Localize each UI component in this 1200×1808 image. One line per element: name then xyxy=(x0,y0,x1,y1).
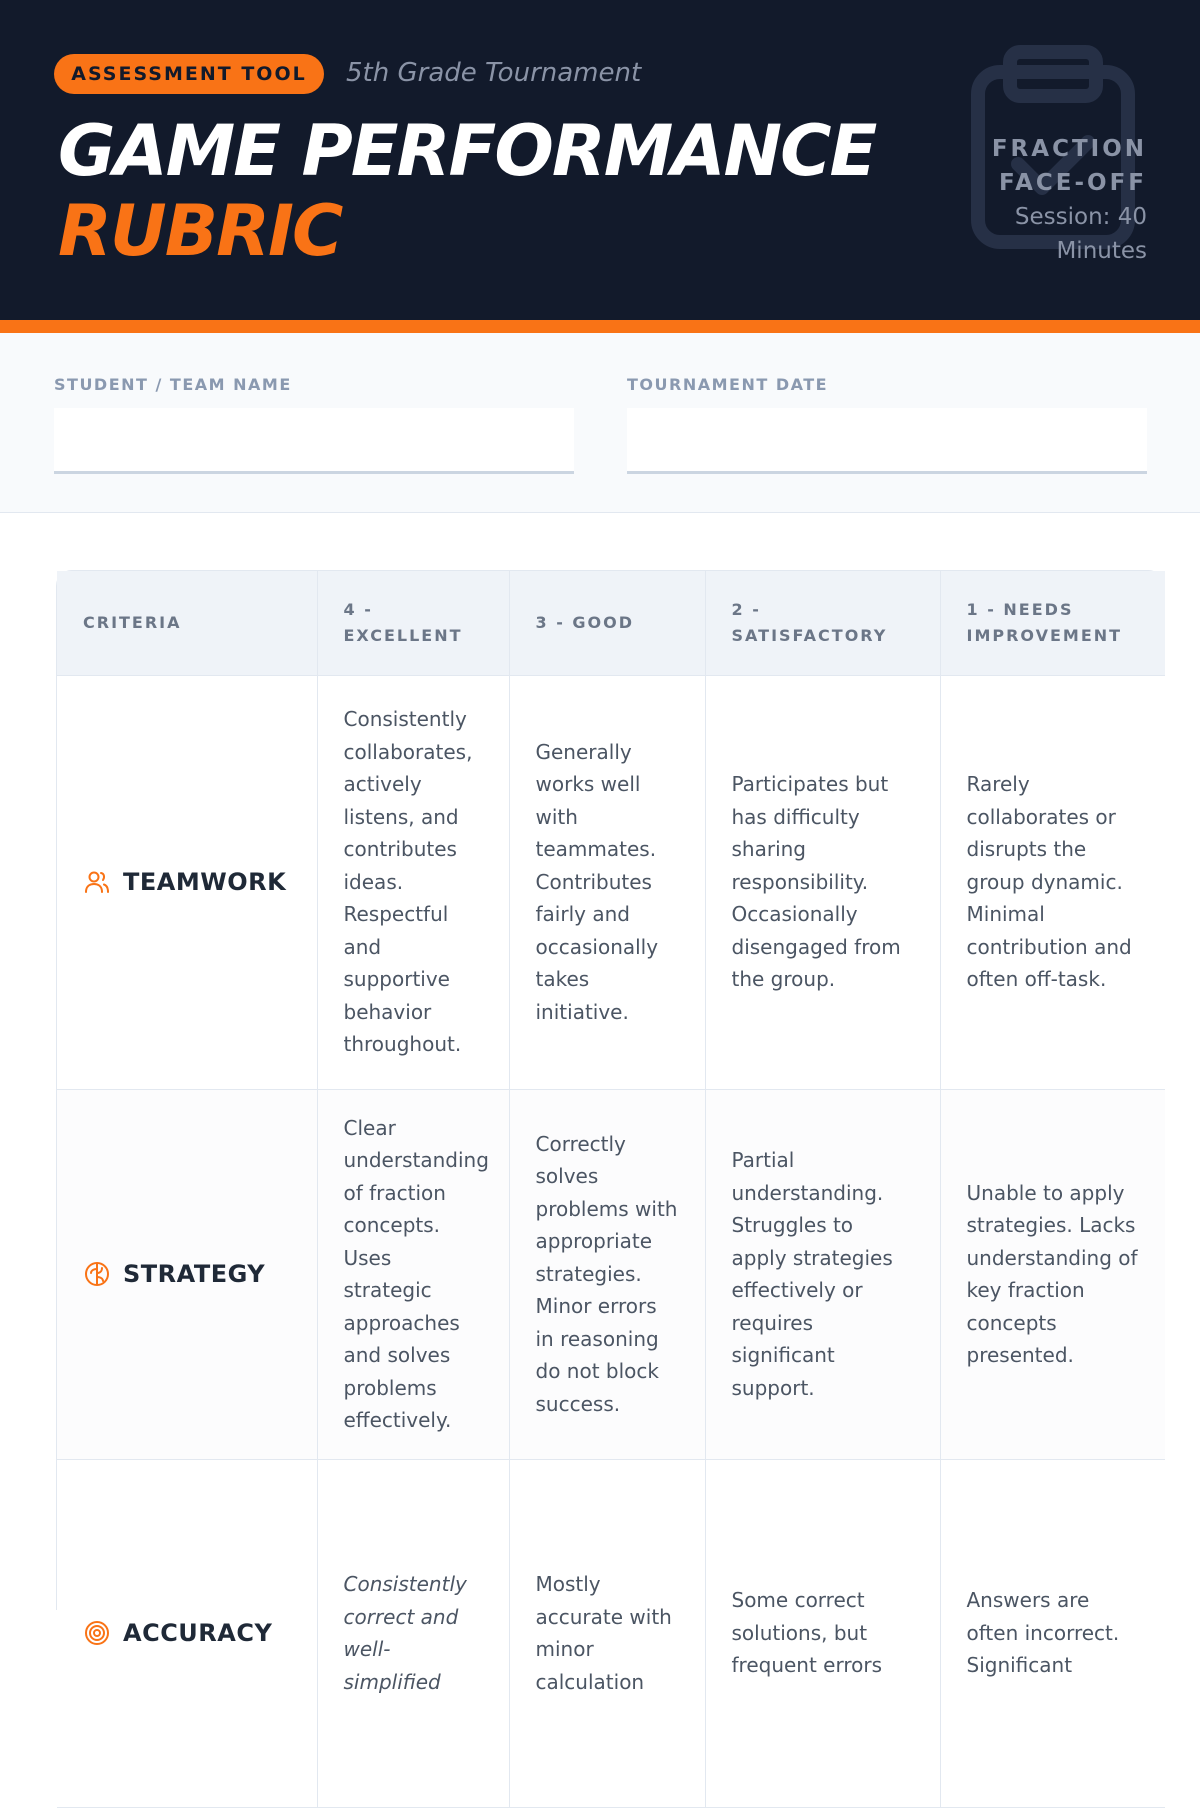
tournament-date-input[interactable] xyxy=(627,408,1147,474)
criterion-cell xyxy=(57,675,317,1089)
criterion-label: ACCURACY xyxy=(123,1618,273,1647)
criterion-cell xyxy=(57,1089,317,1459)
column-header-excellent: 4 - EXCELLENT xyxy=(317,571,509,675)
name-field-label: STUDENT / TEAM NAME xyxy=(54,375,292,394)
page-title-accent: RUBRIC xyxy=(58,190,342,272)
student-team-name-input[interactable] xyxy=(54,408,574,474)
brain-icon xyxy=(83,1260,111,1288)
table-row xyxy=(57,1089,1165,1459)
game-name-line-1: FRACTION xyxy=(991,136,1147,162)
target-icon xyxy=(83,1619,111,1647)
column-header-criteria: CRITERIA xyxy=(57,571,317,675)
rating-cell-good: Correctly solves problems with appropriate strategies. Minor errors in reasoning do not block success. xyxy=(509,1089,705,1459)
rating-cell-good: Mostly accurate with minor calculation xyxy=(509,1459,705,1807)
rating-cell-excellent: Consistently correct and well-simplified xyxy=(317,1459,509,1807)
criterion-label: STRATEGY xyxy=(123,1259,266,1288)
page-title: GAME PERFORMANCE xyxy=(58,110,876,192)
rating-cell-needs-improvement: Rarely collaborates or disrupts the group dynamic. Minimal contribution and often off-task. xyxy=(940,675,1165,1089)
date-field-label: TOURNAMENT DATE xyxy=(627,375,829,394)
assessment-tool-badge: ASSESSMENT TOOL xyxy=(54,54,324,94)
rating-cell-satisfactory: Some correct solutions, but frequent errors xyxy=(705,1459,940,1807)
game-name-line-2: FACE-OFF xyxy=(999,170,1147,196)
session-length-line-2: Minutes xyxy=(1056,238,1147,264)
criterion-label: TEAMWORK xyxy=(123,867,287,896)
header-subtitle: 5th Grade Tournament xyxy=(346,58,642,88)
column-header-good: 3 - GOOD xyxy=(509,571,705,675)
rating-cell-needs-improvement: Unable to apply strategies. Lacks understanding of key fraction concepts presented. xyxy=(940,1089,1165,1459)
name-field-group xyxy=(54,375,574,474)
session-length-line-1: Session: 40 xyxy=(1014,204,1147,230)
rating-cell-satisfactory: Participates but has difficulty sharing responsibility. Occasionally disengaged from the group. xyxy=(705,675,940,1089)
date-field-group xyxy=(627,375,1147,474)
rating-cell-satisfactory: Partial understanding. Struggles to apply strategies effectively or requires significant support. xyxy=(705,1089,940,1459)
criterion-cell xyxy=(57,1459,317,1807)
rating-cell-excellent: Clear understanding of fraction concepts. Uses strategic approaches and solves problems effectively. xyxy=(317,1089,509,1459)
column-header-satisfactory: 2 - SATISFACTORY xyxy=(705,571,940,675)
game-info xyxy=(992,132,1147,268)
rating-cell-needs-improvement: Answers are often incorrect. Significant xyxy=(940,1459,1165,1807)
form-section xyxy=(0,333,1200,513)
column-header-needs-improvement: 1 - NEEDS IMPROVEMENT xyxy=(940,571,1165,675)
users-icon xyxy=(83,868,111,896)
table-row xyxy=(57,1459,1165,1807)
rating-cell-good: Generally works well with teammates. Contributes fairly and occasionally takes initiative. xyxy=(509,675,705,1089)
rubric-table xyxy=(56,570,1164,1694)
page-header xyxy=(0,0,1200,320)
table-row xyxy=(57,675,1165,1089)
table-header-row xyxy=(57,571,1165,675)
rating-cell-excellent: Consistently collaborates, actively listens, and contributes ideas. Respectful and supportive behavior throughout. xyxy=(317,675,509,1089)
header-accent-stripe xyxy=(0,320,1200,333)
